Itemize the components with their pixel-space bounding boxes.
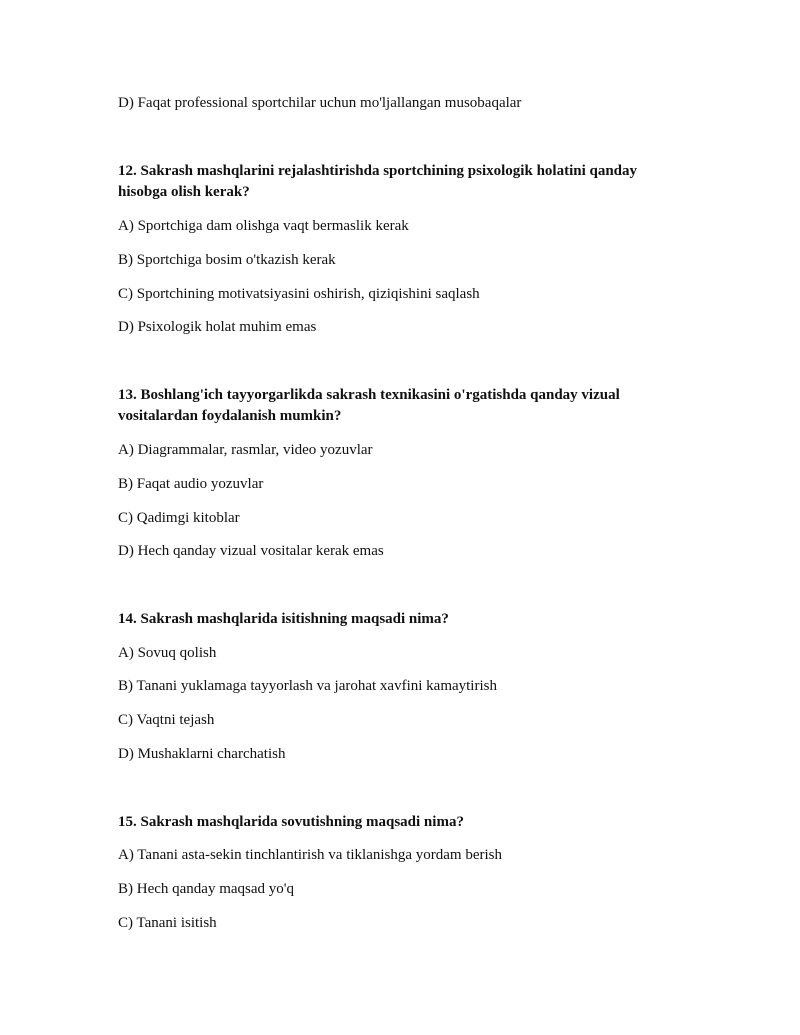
option-12-d: D) Psixologik holat muhim emas (118, 319, 317, 335)
option-12-c: C) Sportchining motivatsiyasini oshirish, qiziqishini saqlash (118, 286, 480, 302)
option-13-b: B) Faqat audio yozuvlar (118, 476, 264, 492)
option-15-c: C) Tanani isitish (118, 915, 217, 931)
option-14-a: A) Sovuq qolish (118, 645, 217, 661)
option-13-c: C) Qadimgi kitoblar (118, 510, 240, 526)
question-14: 14. Sakrash mashqlarida isitishning maqsadi nima? (118, 611, 449, 627)
option-11-d: D) Faqat professional sportchilar uchun mo'ljallangan musobaqalar (118, 95, 522, 111)
option-14-b: B) Tanani yuklamaga tayyorlash va jarohat xavfini kamaytirish (118, 678, 497, 694)
option-14-c: C) Vaqtni tejash (118, 712, 215, 728)
option-15-a: A) Tanani asta-sekin tinchlantirish va tiklanishga yordam berish (118, 847, 502, 863)
option-13-d: D) Hech qanday vizual vositalar kerak emas (118, 543, 384, 559)
option-12-b: B) Sportchiga bosim o'tkazish kerak (118, 252, 336, 268)
option-15-b: B) Hech qanday maqsad yo'q (118, 881, 294, 897)
question-13: 13. Boshlang'ich tayyorgarlikda sakrash texnikasini o'rgatishda qanday vizual vositalardan foydalanish mumkin? (118, 387, 620, 424)
question-12: 12. Sakrash mashqlarini rejalashtirishda sportchining psixologik holatini qanday hisobga olish kerak? (118, 163, 638, 200)
option-13-a: A) Diagrammalar, rasmlar, video yozuvlar (118, 442, 373, 458)
option-14-d: D) Mushaklarni charchatish (118, 746, 286, 762)
option-12-a: A) Sportchiga dam olishga vaqt bermaslik kerak (118, 218, 409, 234)
question-15: 15. Sakrash mashqlarida sovutishning maqsadi nima? (118, 814, 464, 830)
